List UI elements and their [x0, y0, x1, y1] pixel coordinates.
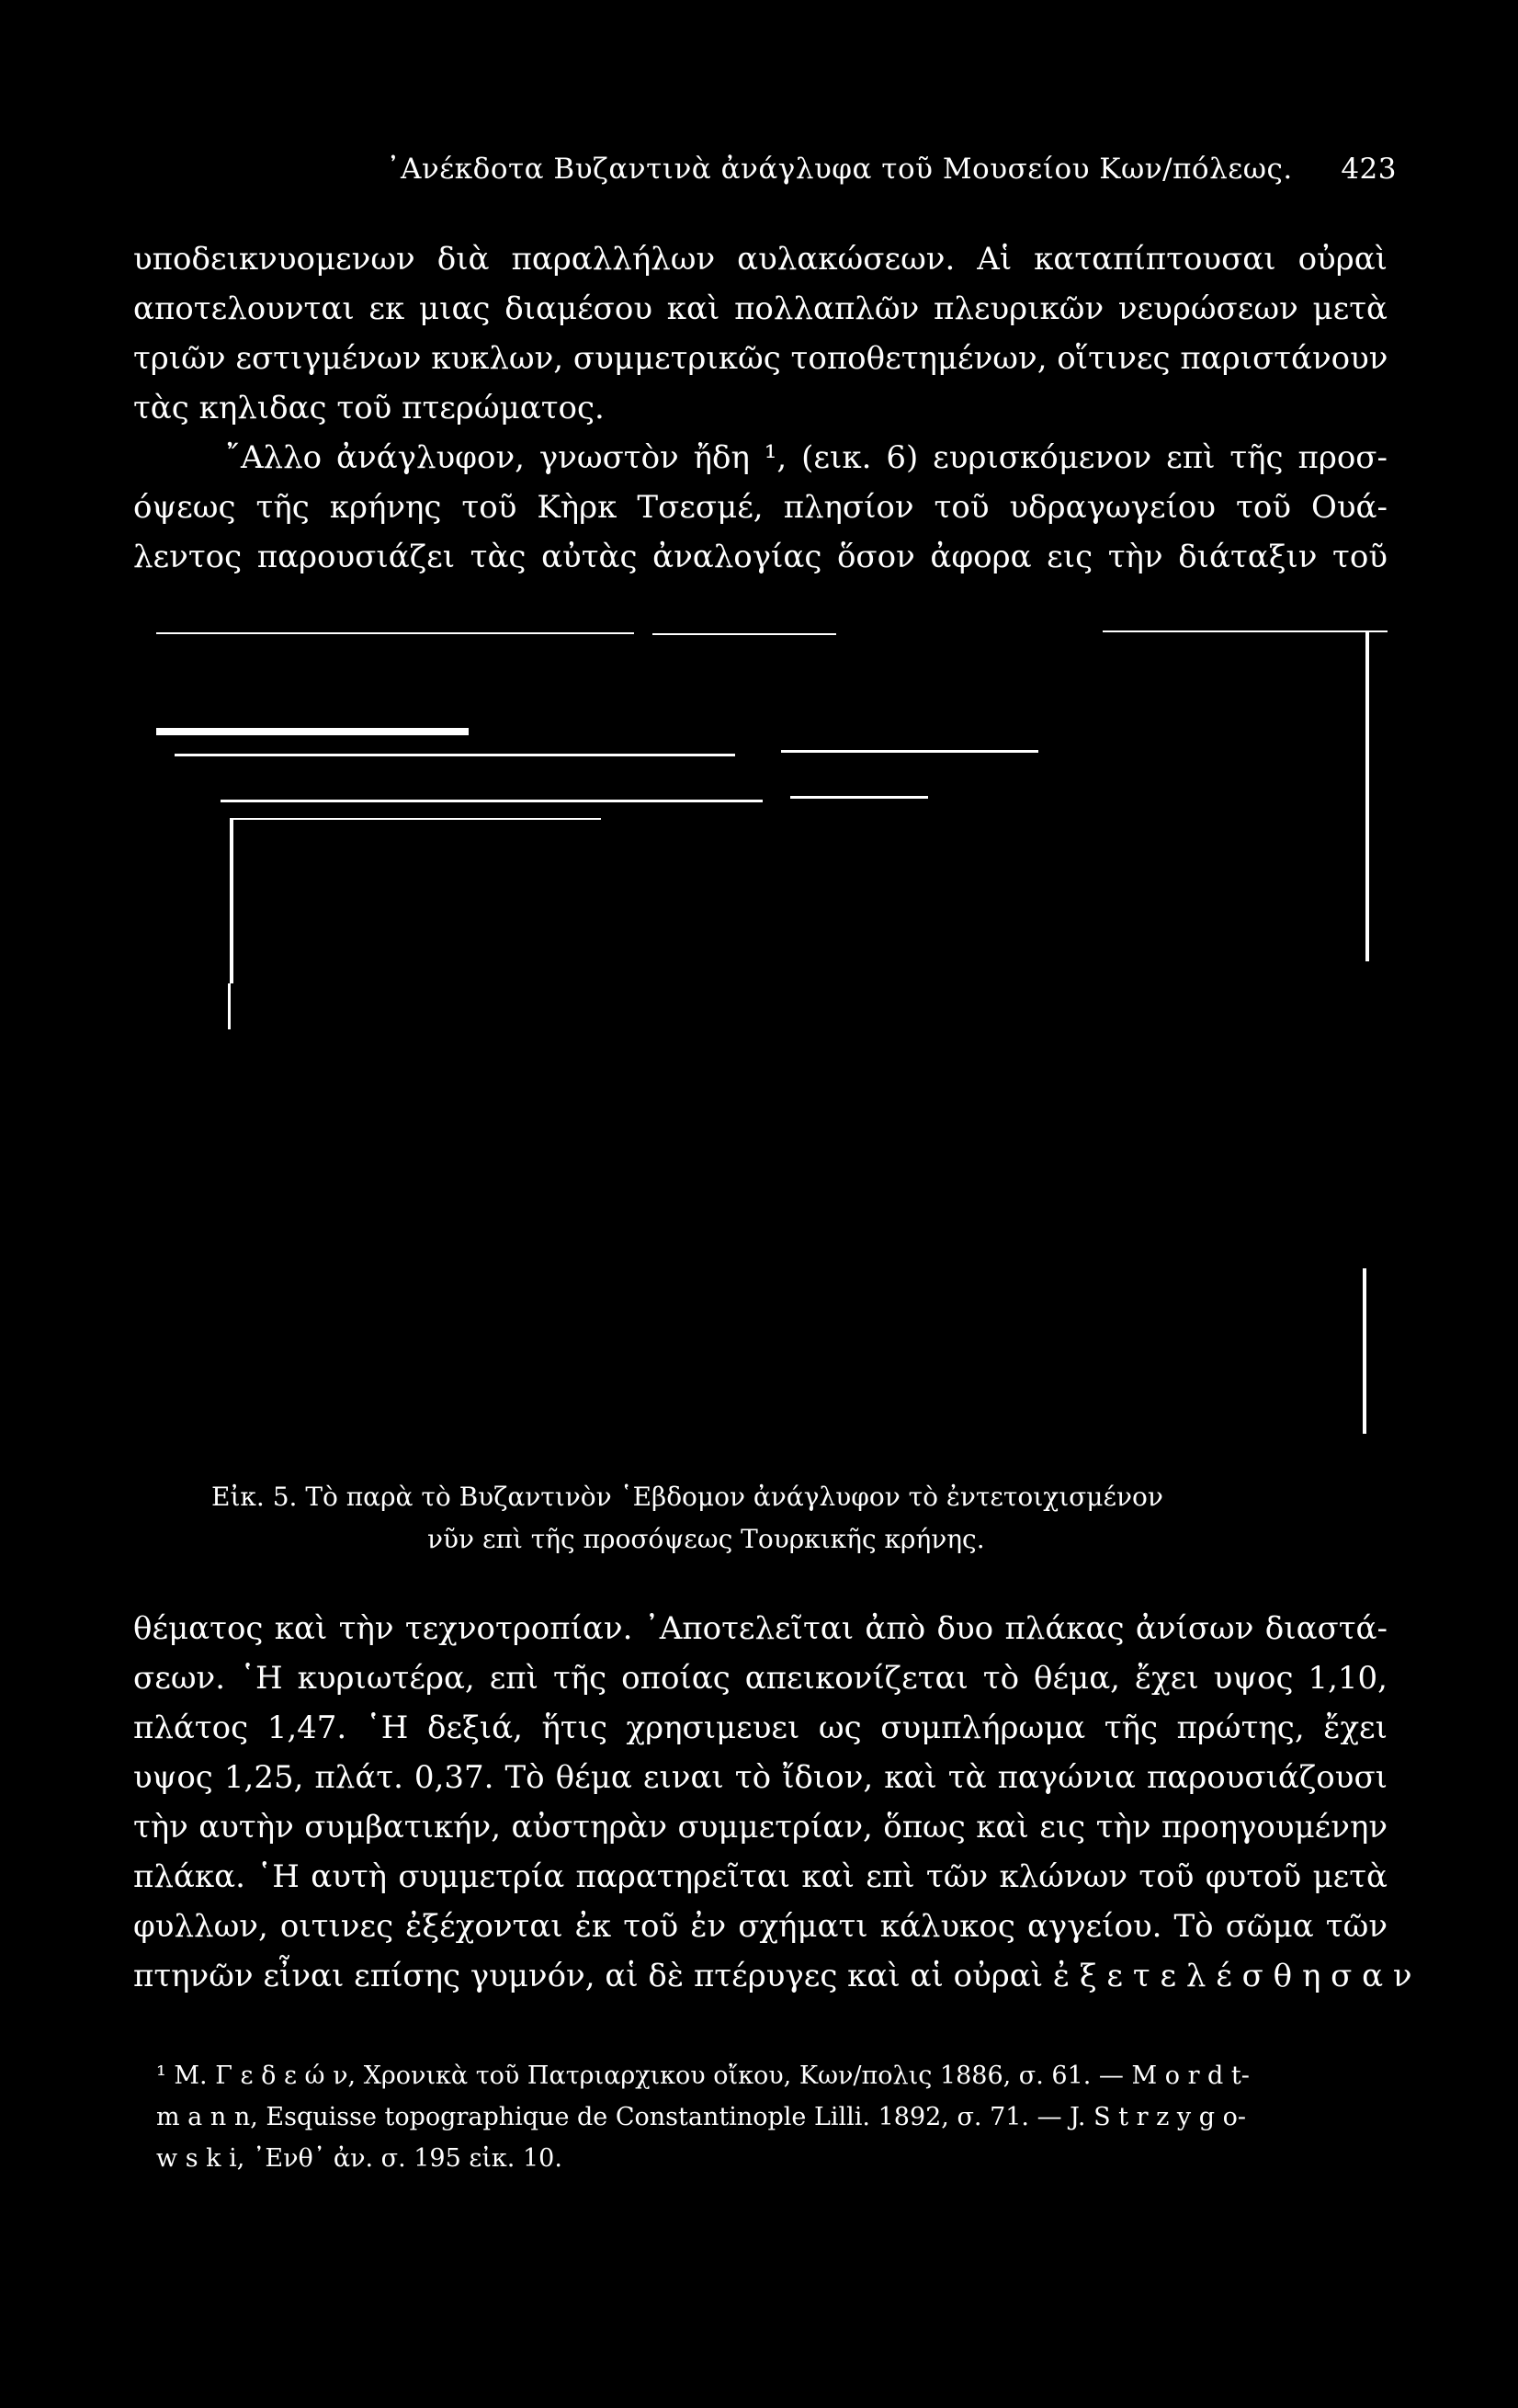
footnote-line: w s k i, ᾿Ενθ᾿ ἀν. σ. 195 εἰκ. 10.: [156, 2144, 562, 2173]
figure-relief-image: [156, 625, 1388, 1434]
paragraph-2: [133, 433, 1388, 582]
text-line: τριῶν εστιγμένων κυκλων, συμμετρικῶς τοποθετημένων, οἵτινες παριστάνουν: [133, 340, 1388, 377]
page-number: 423: [1341, 153, 1397, 186]
left-edge-lower: [228, 983, 231, 1029]
footnote-line: ¹ Μ. Γ ε δ ε ώ ν, Χρονικὰ τοῦ Πατριαρχικου οἴκου, Κων/πολις 1886, σ. 61. — M o r d t-: [156, 2062, 1250, 2090]
figure-caption: [211, 1476, 1314, 1561]
top-rule-right: [1103, 630, 1388, 632]
top-rule-left: [156, 632, 634, 634]
text-line: πλάτος 1,47. ῾Η δεξιά, ἥτις χρησιμευει ως συμπλήρωμα τῆς πρώτης, ἔχει: [133, 1709, 1388, 1746]
left-edge-upper: [230, 818, 233, 983]
text-line: όψεως τῆς κρήνης τοῦ Κὴρκ Τσεσμέ, πλησίον τοῦ υδραγωγείου τοῦ Ουά-: [133, 489, 1388, 526]
text-line: ῎Αλλο ἀνάγλυφον, γνωστὸν ἤδη ¹, (εικ. 6) ευρισκόμενον επὶ τῆς προσ-: [225, 439, 1388, 476]
relief-frame-top: [233, 818, 601, 820]
text-line: πλάκα. ῾Η αυτὴ συμμετρία παρατηρεῖται καὶ επὶ τῶν κλώνων τοῦ φυτοῦ μετὰ: [133, 1858, 1388, 1895]
relief-band-top: [156, 728, 469, 735]
relief-band-lower-left: [221, 800, 763, 802]
top-rule-mid: [652, 633, 836, 635]
caption-line-1: Εἰκ. 5. Τὸ παρὰ τὸ Βυζαντινὸν ῾Εβδομον ἀνάγλυφον τὸ ἐντετοιχισμένον: [211, 1482, 1163, 1512]
figure-fragments: [156, 625, 1388, 1434]
relief-band-mid-left: [175, 754, 735, 756]
text-line: θέματος καὶ τὴν τεχνοτροπίαν. ᾿Αποτελεῖται ἀπὸ δυο πλάκας ἀνίσων διαστά-: [133, 1610, 1388, 1647]
text-line: υποδεικνυομενων διὰ παραλλήλων αυλακώσεων. Αἱ καταπίπτουσαι οὐραὶ: [133, 241, 1388, 278]
paragraph-1: [133, 234, 1388, 433]
text-line: τὰς κηλιδας τοῦ πτερώματος.: [133, 390, 605, 426]
relief-band-lower-right: [790, 796, 928, 799]
caption-line-2: νῦν επὶ τῆς προσόψεως Τουρκικῆς κρήνης.: [427, 1524, 985, 1554]
text-line: φυλλων, οιτινες ἐξέχονται ἐκ τοῦ ἐν σχήματι κάλυκος αγγείου. Τὸ σῶμα τῶν: [133, 1908, 1388, 1945]
text-line: λεντος παρουσιάζει τὰς αὐτὰς ἀναλογίας ὅσον ἀφορα εις τὴν διάταξιν τοῦ: [133, 539, 1388, 575]
text-line: υψος 1,25, πλάτ. 0,37. Τὸ θέμα ειναι τὸ ἴδιον, καὶ τὰ παγώνια παρουσιάζουσι: [133, 1759, 1388, 1796]
text-line: αποτελουνται εκ μιας διαμέσου καὶ πολλαπλῶν πλευρικῶν νευρώσεων μετὰ: [133, 290, 1388, 327]
paragraph-3: [133, 1604, 1412, 2001]
text-line: σεων. ῾Η κυριωτέρα, επὶ τῆς οποίας απεικονίζεται τὸ θέμα, ἔχει υψος 1,10,: [133, 1660, 1388, 1697]
right-edge-lower: [1363, 1268, 1366, 1434]
footnote-line: m a n n, Esquisse topographique de Constantinople Lilli. 1892, σ. 71. — J. S t r z y g o-: [156, 2103, 1246, 2131]
header-title: ᾿Ανέκδοτα Βυζαντινὰ ἀνάγλυφα τοῦ Μουσείου Κων/πόλεως.: [386, 153, 1293, 186]
relief-band-mid-right: [781, 750, 1038, 753]
text-line: τὴν αυτὴν συμβατικήν, αὐστηρὰν συμμετρίαν, ὅπως καὶ εις τὴν προηγουμένην: [133, 1809, 1388, 1846]
footnote: [156, 2055, 1392, 2179]
right-edge-upper: [1365, 630, 1369, 961]
text-line: πτηνῶν εἶναι επίσης γυμνόν, αἱ δὲ πτέρυγες καὶ αἱ οὐραὶ ἐ ξ ε τ ε λ έ σ θ η σ α ν: [133, 1958, 1412, 1994]
